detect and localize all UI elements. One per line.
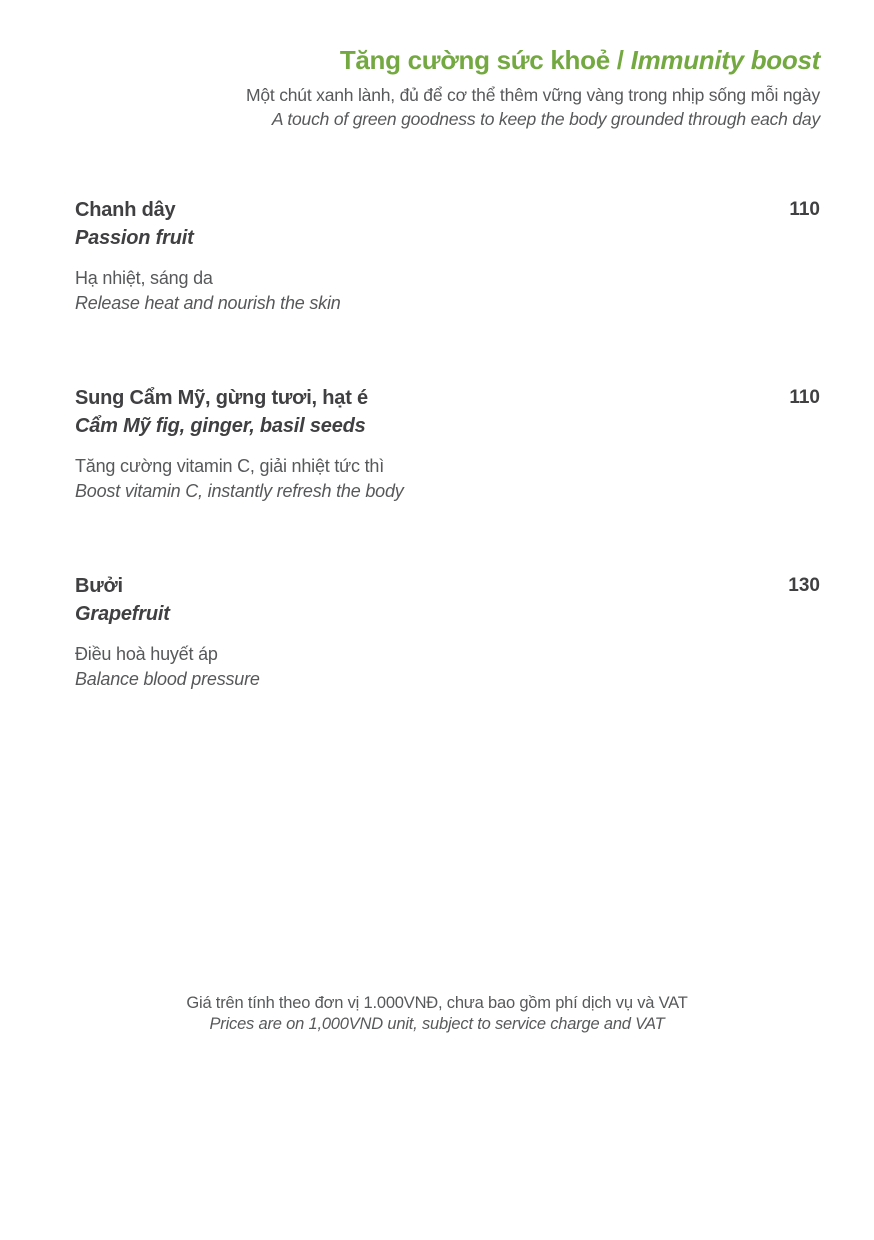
item-name-vi: Sung Cẩm Mỹ, gừng tươi, hạt é [75, 387, 368, 409]
menu-item-name [75, 572, 170, 628]
item-name-en: Grapefruit [75, 603, 170, 625]
menu-item-head [75, 572, 820, 628]
footer-note-en: Prices are on 1,000VND unit, subject to service charge and VAT [209, 1015, 665, 1033]
item-desc-en: Release heat and nourish the skin [75, 293, 341, 313]
item-name-vi: Chanh dây [75, 199, 176, 221]
footer-note-vi: Giá trên tính theo đơn vị 1.000VNĐ, chưa bao gồm phí dịch vụ và VAT [186, 994, 688, 1012]
section-title [54, 44, 820, 76]
menu-item-description [75, 642, 820, 692]
item-price: 110 [789, 199, 820, 220]
menu-item-description [75, 266, 820, 316]
item-name-en: Cẩm Mỹ fig, ginger, basil seeds [75, 415, 366, 437]
section-title-en: Immunity boost [630, 45, 820, 75]
item-desc-vi: Hạ nhiệt, sáng da [75, 268, 213, 288]
item-desc-vi: Tăng cường vitamin C, giải nhiệt tức thì [75, 456, 385, 476]
section-title-separator: / [609, 45, 631, 75]
item-desc-en: Balance blood pressure [75, 669, 260, 689]
item-price: 110 [789, 387, 820, 408]
price-note-footer [0, 993, 874, 1035]
menu-item-name [75, 196, 194, 252]
section-header [54, 44, 820, 131]
menu-item [75, 384, 820, 504]
menu-item-head [75, 196, 820, 252]
menu-item [75, 572, 820, 692]
menu-item-list [75, 196, 820, 760]
menu-item [75, 196, 820, 316]
item-desc-en: Boost vitamin C, instantly refresh the body [75, 481, 404, 501]
item-price: 130 [788, 575, 820, 596]
menu-item-head [75, 384, 820, 440]
item-name-vi: Bưởi [75, 575, 123, 597]
section-subtitle-en: A touch of green goodness to keep the body grounded through each day [271, 109, 820, 129]
section-subtitle-vi: Một chút xanh lành, đủ để cơ thể thêm vững vàng trong nhịp sống mỗi ngày [245, 85, 820, 105]
item-desc-vi: Điều hoà huyết áp [75, 644, 218, 664]
menu-item-description [75, 454, 820, 504]
section-title-vi: Tăng cường sức khoẻ [339, 45, 610, 75]
menu-item-name [75, 384, 368, 440]
item-name-en: Passion fruit [75, 227, 194, 249]
